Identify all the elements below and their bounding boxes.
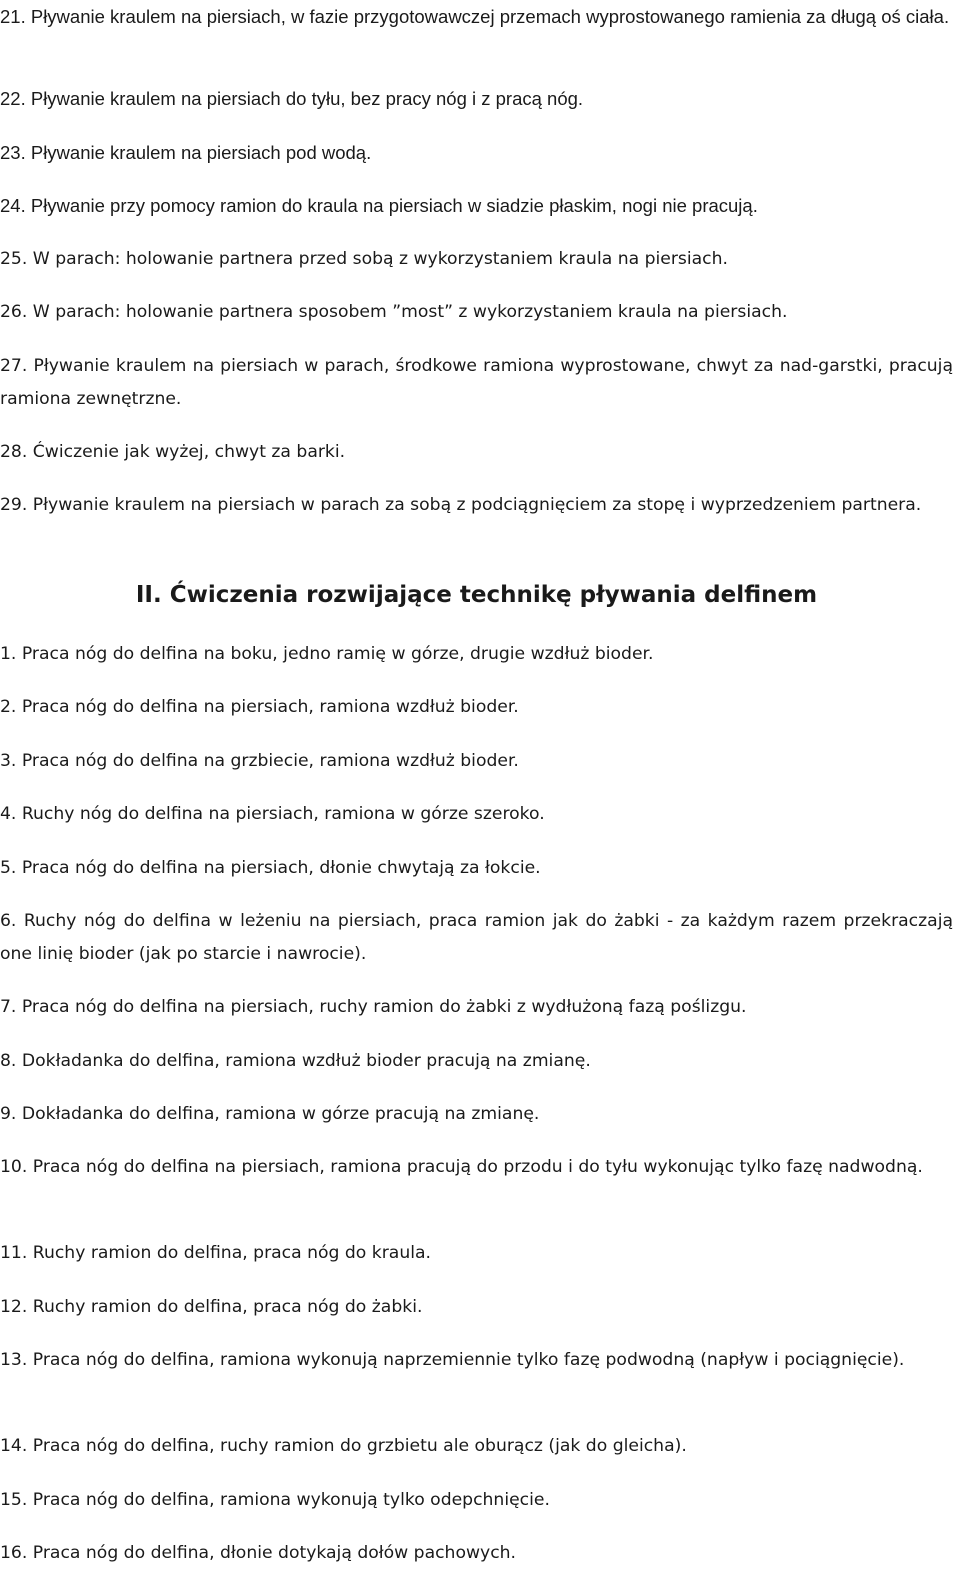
list-item: 27. Pływanie kraulem na piersiach w parach, środkowe ramiona wyprostowane, chwyt za nad-garstki, pracują ramiona zewnętrzne. — [0, 356, 953, 409]
list-item: 24. Pływanie przy pomocy ramion do kraula na piersiach w siadzie płaskim, nogi nie pracują. — [0, 195, 758, 216]
list-item: 28. Ćwiczenie jak wyżej, chwyt za barki. — [0, 442, 346, 462]
list-item: 8. Dokładanka do delfina, ramiona wzdłuż bioder pracują na zmianę. — [0, 1051, 591, 1071]
list-item: 2. Praca nóg do delfina na piersiach, ramiona wzdłuż bioder. — [0, 697, 519, 717]
list-item: 1. Praca nóg do delfina na boku, jedno ramię w górze, drugie wzdłuż bioder. — [0, 644, 654, 664]
list-item: 21. Pływanie kraulem na piersiach, w fazie przygotowawczej przemach wyprostowanego ramienia za długą oś ciała. — [0, 6, 950, 27]
list-item: 29. Pływanie kraulem na piersiach w parach za sobą z podciągnięciem za stopę i wyprzedzeniem partnera. — [0, 495, 922, 515]
list-item: 16. Praca nóg do delfina, dłonie dotykają dołów pachowych. — [0, 1543, 517, 1563]
list-item: 23. Pływanie kraulem na piersiach pod wodą. — [0, 142, 372, 163]
list-item: 26. W parach: holowanie partnera sposobem ”most” z wykorzystaniem kraula na piersiach. — [0, 302, 788, 322]
list-item: 14. Praca nóg do delfina, ruchy ramion do grzbietu ale oburącz (jak do gleicha). — [0, 1436, 687, 1456]
list-item: 25. W parach: holowanie partnera przed sobą z wykorzystaniem kraula na piersiach. — [0, 249, 728, 269]
list-item: 11. Ruchy ramion do delfina, praca nóg do kraula. — [0, 1243, 431, 1263]
list-item: 10. Praca nóg do delfina na piersiach, ramiona pracują do przodu i do tyłu wykonując tylko fazę nadwodną. — [0, 1157, 923, 1177]
list-item: 15. Praca nóg do delfina, ramiona wykonują tylko odepchnięcie. — [0, 1490, 550, 1510]
list-item: 22. Pływanie kraulem na piersiach do tyłu, bez pracy nóg i z pracą nóg. — [0, 88, 584, 109]
list-item: 5. Praca nóg do delfina na piersiach, dłonie chwytają za łokcie. — [0, 858, 541, 878]
list-item: 6. Ruchy nóg do delfina w leżeniu na piersiach, praca ramion jak do żabki - za każdym razem przekraczają one linię bioder (jak po starcie i nawrocie). — [0, 911, 953, 964]
list-item: 7. Praca nóg do delfina na piersiach, ruchy ramion do żabki z wydłużoną fazą poślizgu. — [0, 997, 747, 1017]
list-item: 9. Dokładanka do delfina, ramiona w górze pracują na zmianę. — [0, 1104, 540, 1124]
list-item: 13. Praca nóg do delfina, ramiona wykonują naprzemiennie tylko fazę podwodną (napływ i pociągnięcie). — [0, 1350, 905, 1370]
list-item: 12. Ruchy ramion do delfina, praca nóg do żabki. — [0, 1297, 423, 1317]
section-heading: II. Ćwiczenia rozwijające technikę pływania delfinem — [135, 582, 818, 608]
list-item: 4. Ruchy nóg do delfina na piersiach, ramiona w górze szeroko. — [0, 804, 545, 824]
list-item: 3. Praca nóg do delfina na grzbiecie, ramiona wzdłuż bioder. — [0, 751, 519, 771]
